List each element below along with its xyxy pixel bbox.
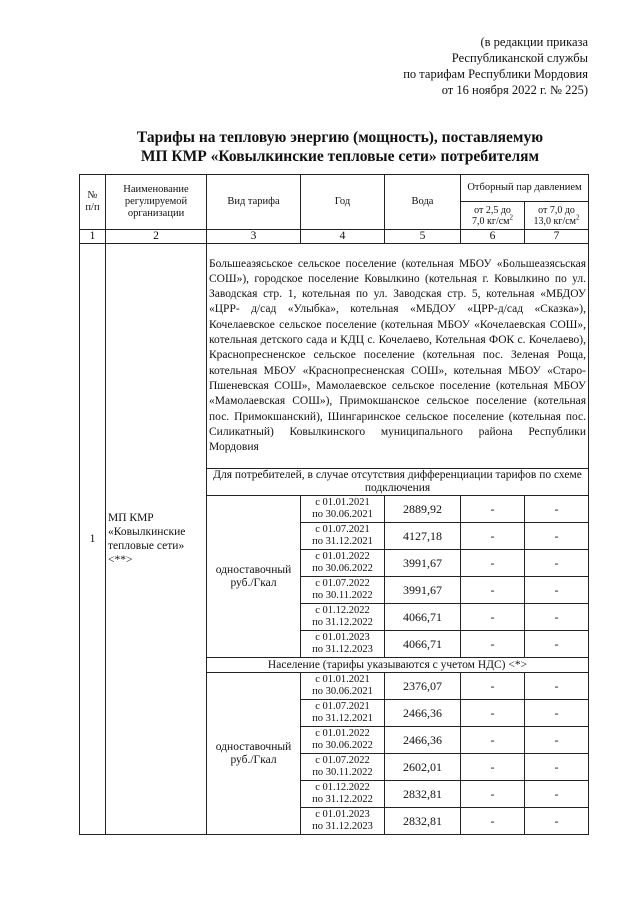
steam-high-value: - bbox=[525, 631, 589, 658]
water-tariff-value: 4066,71 bbox=[385, 631, 461, 658]
steam-high-value: - bbox=[525, 781, 589, 808]
steam-low-value: - bbox=[461, 496, 525, 523]
period-cell bbox=[301, 700, 385, 727]
steam-high-value: - bbox=[525, 604, 589, 631]
period-to: по 31.12.2023 bbox=[312, 821, 373, 832]
header-steam-high-line1: от 7,0 до bbox=[538, 204, 575, 216]
header-year: Год bbox=[301, 175, 385, 230]
steam-high-value: - bbox=[525, 808, 589, 835]
period-from: с 01.12.2022 bbox=[315, 605, 370, 616]
tariff-table bbox=[79, 174, 589, 835]
water-tariff-value: 2602,01 bbox=[385, 754, 461, 781]
steam-high-value: - bbox=[525, 754, 589, 781]
org-name: МП КМР «Ковылкинские тепловые сети» <**> bbox=[106, 244, 207, 835]
section-general-title: Для потребителей, в случае отсутствия дифференциации тарифов по схеме подключения bbox=[207, 469, 589, 496]
header-steam-low-line1: от 2,5 до bbox=[474, 204, 511, 216]
period-from: с 01.01.2022 bbox=[315, 728, 370, 739]
steam-high-value: - bbox=[525, 523, 589, 550]
column-number: 2 bbox=[106, 230, 207, 244]
column-number: 5 bbox=[385, 230, 461, 244]
header-steam-low-line2: 7,0 кг/см bbox=[471, 215, 510, 227]
section-population-title: Население (тарифы указываются с учетом НДС) <*> bbox=[207, 658, 589, 673]
period-from: с 01.12.2022 bbox=[315, 782, 370, 793]
header-steam: Отборный пар давлением bbox=[461, 175, 589, 202]
steam-low-value: - bbox=[461, 577, 525, 604]
org-description: Большеазясьское сельское поселение (котельная МБОУ «Большеазясьская СОШ»), городское поселение Ковылкино (котельная г. Ковылкино по ул. Заводская стр. 1, котельная по ул. Заводская стр. 5, котельная «МБДОУ «ЦРР- д/сад «Улыбка», котельная «МБДОУ «ЦРР-д/сад «Сказка»), Кочелаевское сельское поселение (котельная МБОУ «Кочелаевская СОШ», котельная детского сада и КДЦ с. Кочелаево, Котельная ФОК с. Кочелаево), Краснопресненское сельское поселение (котельная пос. Зеленая Роща, котельная МБОУ «Краснопресненская СОШ», котельная МБОУ «Старо-Пшеневская СОШ», Мамолаевское сельское поселение (котельная МБОУ «Мамолаевская СОШ»), Примокшанское сельское поселение (котельная пос. Примокшанский), Шингаринское сельское поселение (котельная пос. Силикатный) Ковылкинского муниципального района Республики Мордовия bbox=[207, 244, 589, 469]
steam-high-value: - bbox=[525, 496, 589, 523]
steam-low-value: - bbox=[461, 754, 525, 781]
steam-low-value: - bbox=[461, 523, 525, 550]
superscript: 2 bbox=[576, 213, 580, 222]
header-steam-high bbox=[525, 202, 589, 230]
period-to: по 31.12.2022 bbox=[312, 794, 373, 805]
amendment-note-line: Республиканской службы bbox=[451, 51, 588, 65]
header-num: № п/п bbox=[80, 175, 106, 230]
period-cell bbox=[301, 604, 385, 631]
period-to: по 31.12.2021 bbox=[312, 536, 373, 547]
tariff-type-label: одноставочный bbox=[215, 563, 292, 576]
period-cell bbox=[301, 577, 385, 604]
period-to: по 31.12.2022 bbox=[312, 617, 373, 628]
water-tariff-value: 2466,36 bbox=[385, 700, 461, 727]
tariff-type-label: одноставочный bbox=[215, 740, 292, 753]
column-number: 6 bbox=[461, 230, 525, 244]
water-tariff-value: 3991,67 bbox=[385, 550, 461, 577]
water-tariff-value: 4127,18 bbox=[385, 523, 461, 550]
document-title-line: МП КМР «Ковылкинские тепловые сети» потребителям bbox=[140, 148, 540, 165]
period-cell bbox=[301, 754, 385, 781]
steam-high-value: - bbox=[525, 700, 589, 727]
period-from: с 01.07.2021 bbox=[315, 701, 370, 712]
period-from: с 01.07.2021 bbox=[315, 524, 370, 535]
period-cell bbox=[301, 673, 385, 700]
period-to: по 30.06.2021 bbox=[312, 686, 373, 697]
period-to: по 30.11.2022 bbox=[312, 767, 373, 778]
period-from: с 01.07.2022 bbox=[315, 578, 370, 589]
column-number: 7 bbox=[525, 230, 589, 244]
period-to: по 31.12.2021 bbox=[312, 713, 373, 724]
steam-high-value: - bbox=[525, 673, 589, 700]
period-to: по 30.06.2022 bbox=[312, 740, 373, 751]
tariff-type-population bbox=[207, 673, 301, 835]
steam-high-value: - bbox=[525, 727, 589, 754]
period-cell bbox=[301, 523, 385, 550]
steam-low-value: - bbox=[461, 808, 525, 835]
amendment-note-line: по тарифам Республики Мордовия bbox=[403, 67, 588, 81]
row-number: 1 bbox=[80, 244, 106, 835]
superscript: 2 bbox=[509, 213, 513, 222]
water-tariff-value: 2832,81 bbox=[385, 781, 461, 808]
period-from: с 01.01.2021 bbox=[315, 497, 370, 508]
header-steam-low bbox=[461, 202, 525, 230]
period-cell bbox=[301, 808, 385, 835]
header-row bbox=[80, 175, 589, 202]
column-number: 1 bbox=[80, 230, 106, 244]
document-title bbox=[60, 128, 620, 166]
steam-low-value: - bbox=[461, 700, 525, 727]
document-title-line: Тарифы на тепловую энергию (мощность), поставляемую bbox=[136, 129, 544, 146]
tariff-unit-label: руб./Гкал bbox=[230, 753, 277, 766]
amendment-note-line: (в редакции приказа bbox=[480, 35, 588, 49]
period-cell bbox=[301, 631, 385, 658]
header-steam-high-line2: 13,0 кг/см bbox=[533, 215, 577, 227]
period-to: по 30.06.2021 bbox=[312, 509, 373, 520]
water-tariff-value: 2376,07 bbox=[385, 673, 461, 700]
steam-low-value: - bbox=[461, 673, 525, 700]
steam-low-value: - bbox=[461, 604, 525, 631]
period-to: по 30.06.2022 bbox=[312, 563, 373, 574]
period-to: по 30.11.2022 bbox=[312, 590, 373, 601]
tariff-type-general bbox=[207, 496, 301, 658]
water-tariff-value: 2466,36 bbox=[385, 727, 461, 754]
water-tariff-value: 3991,67 bbox=[385, 577, 461, 604]
steam-low-value: - bbox=[461, 550, 525, 577]
steam-low-value: - bbox=[461, 781, 525, 808]
period-from: с 01.01.2022 bbox=[315, 551, 370, 562]
amendment-note-line: от 16 ноября 2022 г. № 225) bbox=[441, 83, 588, 97]
period-from: с 01.07.2022 bbox=[315, 755, 370, 766]
period-from: с 01.01.2021 bbox=[315, 674, 370, 685]
tariff-unit-label: руб./Гкал bbox=[230, 576, 277, 589]
amendment-note bbox=[288, 34, 588, 98]
period-from: с 01.01.2023 bbox=[315, 809, 370, 820]
steam-low-value: - bbox=[461, 631, 525, 658]
water-tariff-value: 4066,71 bbox=[385, 604, 461, 631]
period-cell bbox=[301, 781, 385, 808]
column-number: 4 bbox=[301, 230, 385, 244]
steam-high-value: - bbox=[525, 550, 589, 577]
steam-high-value: - bbox=[525, 577, 589, 604]
org-description-row bbox=[80, 244, 589, 469]
header-org: Наименование регулируемой организации bbox=[106, 175, 207, 230]
water-tariff-value: 2889,92 bbox=[385, 496, 461, 523]
water-tariff-value: 2832,81 bbox=[385, 808, 461, 835]
column-number: 3 bbox=[207, 230, 301, 244]
header-water: Вода bbox=[385, 175, 461, 230]
period-cell bbox=[301, 496, 385, 523]
period-from: с 01.01.2023 bbox=[315, 632, 370, 643]
column-numbers-row bbox=[80, 230, 589, 244]
header-tariff-type: Вид тарифа bbox=[207, 175, 301, 230]
steam-low-value: - bbox=[461, 727, 525, 754]
period-cell bbox=[301, 727, 385, 754]
period-cell bbox=[301, 550, 385, 577]
period-to: по 31.12.2023 bbox=[312, 644, 373, 655]
